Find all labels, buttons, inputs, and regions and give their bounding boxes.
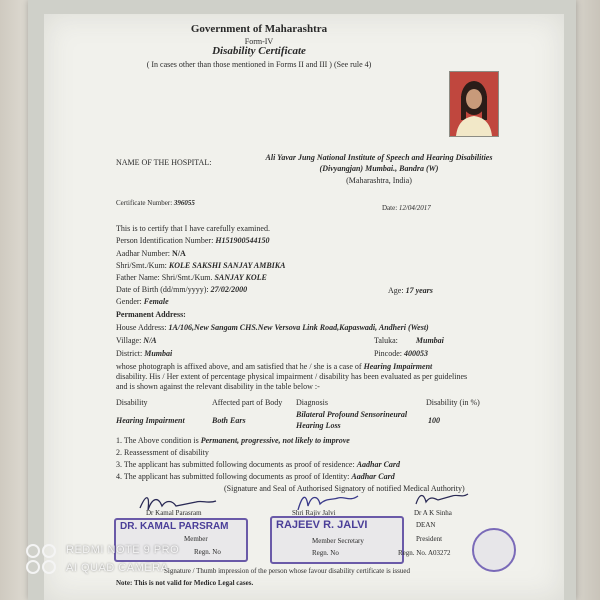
table-cell-disability: Hearing Impairment [116,416,185,425]
house-label: House Address: [116,323,167,332]
taluka-value: Mumbai [415,336,444,345]
signatory1-name: Dr Kamal Parasram [146,509,202,517]
certificate-date: 12/04/2017 [398,204,431,212]
table-cell-diagnosis-line2: Hearing Loss [296,421,341,430]
note2-reassessment: 2. Reassessment of disability [116,448,209,457]
watermark-line1: REDMI NOTE 9 PRO [66,544,180,556]
table-header-diagnosis: Diagnosis [296,398,328,407]
authority-seal-caption: (Signature and Seal of Authorised Signatory of notified Medical Authority) [224,484,465,493]
certificate-document [44,14,564,600]
date-label: Date: [382,204,398,212]
note1-label: 1. The Above condition is [116,436,199,445]
camera-lens-icon [24,542,58,576]
village-value: N/A [143,336,157,345]
permanent-address-heading: Permanent Address: [116,310,186,319]
pincode-value: 400053 [404,349,428,358]
statement-line3: and is shown against the relevant disability in the table below :- [116,382,320,391]
stamp1-name: DR. KAMAL PARSRAM [120,521,229,532]
hospital-name-line1: Ali Yavar Jung National Institute of Speech and Hearing Disabilities [265,153,493,162]
certificate-subtitle: ( In cases other than those mentioned in Forms II and III ) (See rule 4) [146,60,372,69]
hospital-name-line3: (Maharashtra, India) [346,176,412,185]
signatory3-role-dean: DEAN [416,521,436,529]
taluka-label: Taluka: [374,336,398,345]
statement-line1: whose photograph is affixed above, and am satisfied that he / she is a case of [116,362,362,371]
signatory3-role-president: President [416,535,443,543]
applicant-name: KOLE SAKSHI SANJAY AMBIKA [168,261,286,270]
name-label: Shri/Smt./Kum: [116,261,167,270]
signatory3-reg-number: A03272 [427,549,451,557]
gender-value: Female [143,297,169,306]
applicant-photo [449,71,499,137]
form-number: Form-IV [244,37,274,46]
thumb-impression-caption: Signature / Thumb impression of the person whose favour disability certificate is issued [164,567,410,575]
age-label: Age: [388,286,404,295]
certificate-number-label: Certificate Number: [116,199,173,207]
village-label: Village: [116,336,142,345]
pincode-label: Pincode: [374,349,402,358]
condition-status: Permanent, progressive, not likely to improve [200,436,350,445]
government-heading: Government of Maharashtra [190,23,328,35]
round-seal [472,528,516,572]
gender-label: Gender: [116,297,142,306]
signatory2-role: Member Secretary [312,537,364,545]
signature-ak-sinha [412,488,472,508]
aadhar-label: Aadhar Number: [116,249,170,258]
signatory1-role: Member [184,535,208,543]
father-name: SANJAY KOLE [214,273,267,282]
hospital-label: NAME OF THE HOSPITAL: [116,158,212,167]
person-id-number: H151900544150 [215,236,270,245]
pid-label: Person Identification Number: [116,236,214,245]
table-header-body-part: Affected part of Body [212,398,283,407]
identity-proof: Aadhar Card [351,472,395,481]
signatory2-reg: Regn. No [312,549,339,557]
table-header-disability: Disability [116,398,148,407]
signatory3-reg-label: Regn. No. [398,549,427,557]
disability-type-inline: Hearing Impairment [363,362,433,371]
signatory3-name: Dr A K Sinha [414,509,452,517]
certificate-title: Disability Certificate [212,45,306,57]
signatory2-name: Shri Rajiv Jalvi [292,509,336,517]
certificate-number: 396055 [173,199,195,207]
signatory1-reg: Regn. No [194,548,221,556]
note4-label: 4. The applicant has submitted following documents as proof of Identity: [116,472,350,481]
table-header-percent: Disability (in %) [426,398,480,407]
aadhar-number: N/A [171,249,186,258]
watermark-line2: AI QUAD CAMERA [66,562,169,574]
district-label: District: [116,349,143,358]
table-cell-percent: 100 [428,416,440,425]
medico-legal-note-text: Note: This is not valid for Medico Legal cases. [116,579,254,587]
age-value: 17 years [405,286,433,295]
house-address: 1A/106,New Sangam CHS.New Versova Link Road,Kapaswadi, Andheri (West) [168,323,429,332]
certify-statement: This is to certify that I have carefully examined. [116,224,270,233]
hospital-name-line2: (Divyangjan) Mumbai., Bandra (W) [319,164,439,173]
camera-watermark [22,540,222,584]
district-value: Mumbai [144,349,173,358]
table-cell-diagnosis-line1: Bilateral Profound Sensorineural [296,410,408,419]
father-label: Father Name: Shri/Smt./Kum. [116,273,213,282]
stamp2-name: RAJEEV R. JALVI [276,519,368,531]
date-of-birth: 27/02/2000 [210,285,248,294]
statement-line2: disability. His / Her extent of percentage physical impairment / disability has been evaluated as per guidelines [116,372,468,381]
table-cell-body-part: Both Ears [212,416,246,425]
residence-proof: Aadhar Card [356,460,401,469]
note3-label: 3. The applicant has submitted following documents as proof of residence: [116,460,355,469]
dob-label: Date of Birth (dd/mm/yyyy): [116,285,209,294]
